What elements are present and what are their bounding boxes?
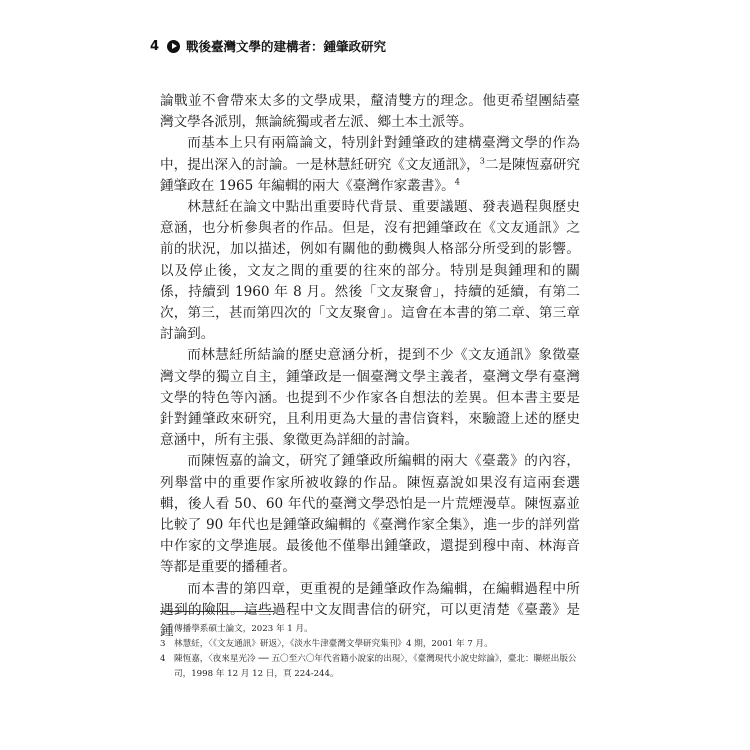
page-number: 4 — [150, 38, 160, 54]
paragraph-1: 論戰並不會帶來太多的文學成果，釐清雙方的理念。他更希望團結臺灣文學各派別，無論統獨或者左派、鄉土本土派等。 — [160, 93, 580, 131]
footnote-mark: 4 — [160, 654, 166, 664]
footnote-text: 傳播學系碩士論文，2023 年 1 月。 — [174, 624, 313, 634]
footnote-ref-4[interactable]: 4 — [454, 177, 460, 187]
paragraph-6: 而本書的第四章，更重視的是鍾肇政作為編輯，在編輯過程中所遇到的險阻。這些過程中文友間書信的研究，可以更清楚《臺叢》是鍾 — [160, 580, 580, 640]
play-arrow-icon — [167, 40, 180, 53]
paragraph-2-part-a: 而基本上只有兩篇論文，特別針對鍾肇政的建構臺灣文學的作為中，提出深入的討論。一是林慧紝研究《文友通訊》， — [160, 135, 580, 173]
footnote-ref-3[interactable]: 3 — [479, 156, 485, 166]
paragraph-2 — [160, 133, 580, 197]
paragraph-3: 林慧紝在論文中點出重要時代背景、重要議題、發表過程與歷史意涵，也分析參與者的作品。但是，沒有把鍾肇政在《文友通訊》之前的狀況，加以描述，例如有關他的動機與人格部分所受到的影響。以及停止後，文友之間的重要的往來的部分。特別是與鍾理和的關係，持續到 1960 年 8 月。然後「文友聚會」，持續的延續，有第二次，第三，甚而第四次的「文友聚會」。這會在本書的第二章、第三章討論到。 — [160, 199, 580, 343]
paragraph-2-part-b: 二是陳恆嘉研究鍾肇政在 1965 年編輯的兩大《臺灣作家叢書》。 — [160, 156, 581, 194]
running-header — [150, 36, 386, 56]
body-text — [160, 91, 580, 642]
footnote-continued — [160, 622, 580, 637]
footnote-text: 陳恆嘉，〈夜來星光冷 ── 五〇至六〇年代省籍小說家的出現〉，《臺灣現代小說史綜論》，臺北：聯經出版公司，1998 年 12 月 12 日，頁 224-244。 — [174, 654, 577, 679]
footnote-4 — [160, 652, 580, 682]
footnote-3 — [160, 637, 580, 652]
footnote-mark — [160, 622, 174, 637]
footnote-mark: 3 — [160, 639, 166, 649]
footnotes — [160, 622, 580, 682]
footnote-text: 林慧紝，〈《文友通訊》研返〉，《淡水牛津臺灣文學研究集刊》4 期，2001 年 7 月。 — [174, 639, 493, 649]
footnote-divider — [160, 611, 274, 612]
paragraph-4: 而林慧紝所結論的歷史意涵分析，提到不少《文友通訊》象徵臺灣文學的獨立自主，鍾肇政是一個臺灣文學主義者，臺灣文學有臺灣文學的特色等內涵。也提到不少作家各自想法的差異。但本書主要是針對鍾肇政來研究，且利用更為大量的書信資料，來驗證上述的歷史意涵中，所有主張、象徵更為詳細的討論。 — [160, 347, 580, 449]
paragraph-5: 而陳恆嘉的論文，研究了鍾肇政所編輯的兩大《臺叢》的內容，列舉當中的重要作家所被收錄的作品。陳恆嘉說如果沒有這兩套選輯，後人看 50、60 年代的臺灣文學恐怕是一片荒煙漫草。陳恆嘉並比較了 90 年代也是鍾肇政編輯的《臺灣作家全集》，進一步的詳列當中作家的文學進展。最後他不僅舉出鍾肇政，還提到穆中南、林海音等都是重要的播種者。 — [160, 453, 580, 576]
book-title: 戰後臺灣文學的建構者：鍾肇政研究 — [186, 39, 387, 54]
